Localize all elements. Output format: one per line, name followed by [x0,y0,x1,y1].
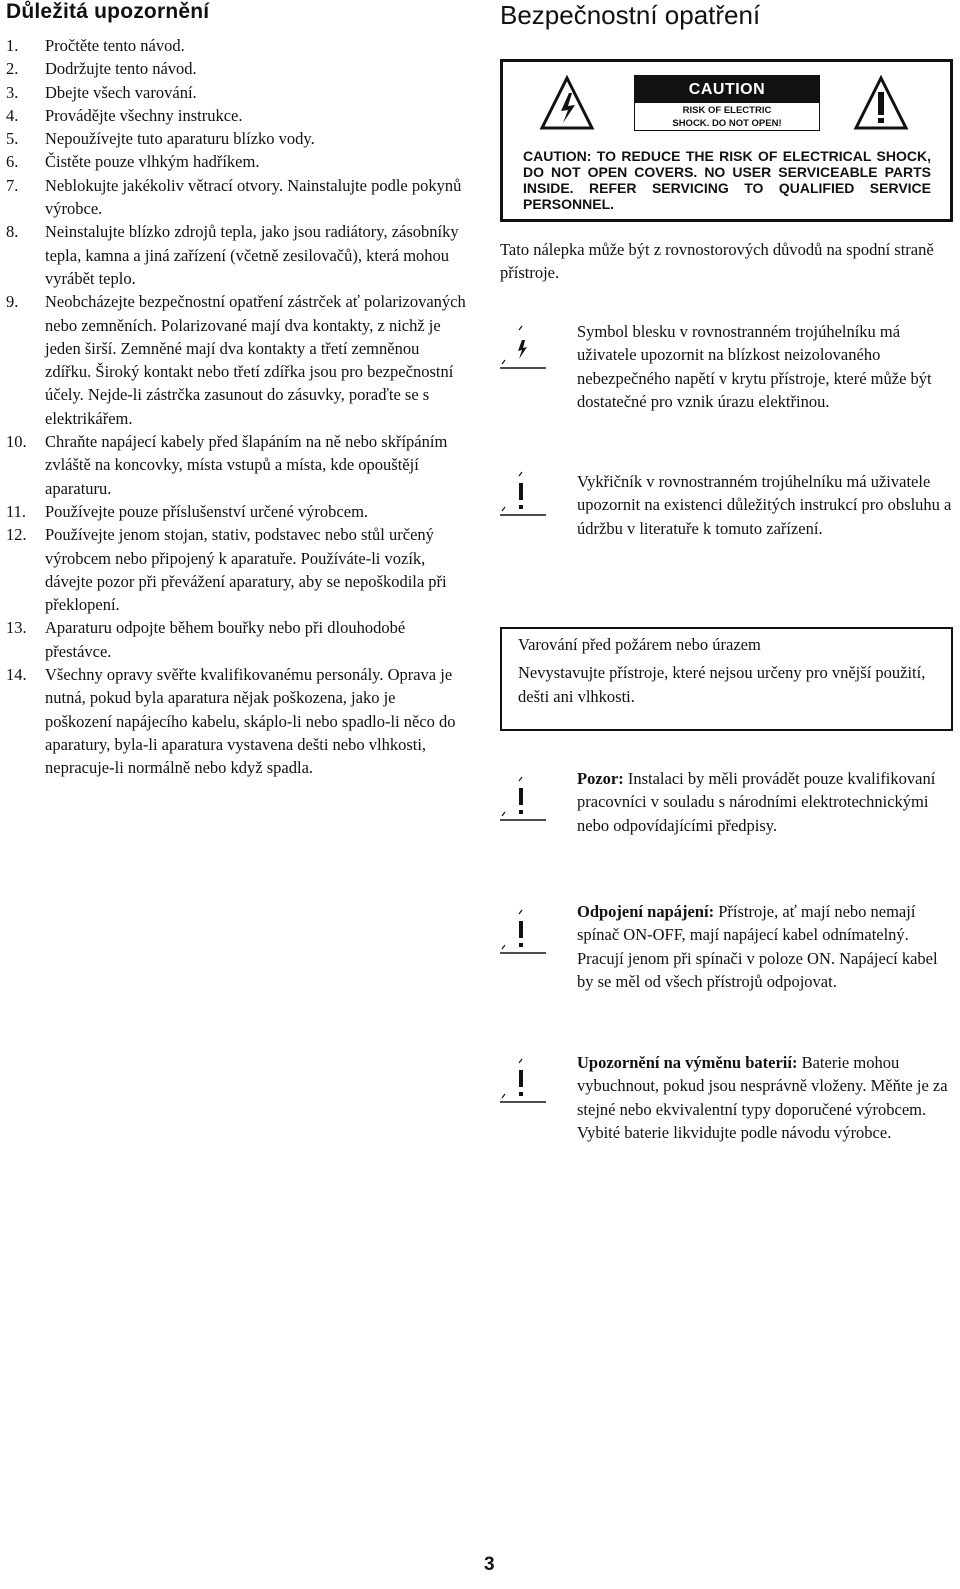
list-item: 1. Pročtěte tento návod. [6,36,185,55]
fire-warning-box [500,627,953,731]
list-item: 3. Dbejte všech varování. [6,82,197,102]
sticker-note: Tato nálepka může být z rovnostorových důvodů na spodní straně přístroje. [500,240,934,283]
exclamation-triangle-icon [500,1057,548,1105]
list-item: 5. Nepoužívejte tuto aparaturu blízko vody. [6,129,315,149]
lightning-triangle-icon [539,75,595,131]
list-item: 2. Dodržujte tento návod. [6,59,197,79]
exclamation-triangle-icon [500,775,548,823]
list-item: 6. Čistěte pouze vlhkým hadříkem. [6,152,260,172]
important-list [6,34,466,780]
exclamation-triangle-icon [500,908,548,956]
fire-warning-title: Varování před požárem nebo úrazem [518,635,761,654]
list-item: 14. Všechny opravy svěřte kvalifikovanému personály. Oprava je nutná, pokud byla aparatura nějak poškozena, jako je poškození napájecího kabelu, skáplo-li nebo spadlo-li něco do aparatury, byla-li aparatura vystavena dešti nebo vlhkosti, nepracuje-li normálně nebo když spadla. [6,665,456,778]
left-heading: Důležitá upozornění [6,0,210,23]
exclamation-triangle-icon [500,470,548,518]
list-item: 10. Chraňte napájecí kabely před šlapáním na ně nebo skřípáním zvláště na koncovky, místa vstupů a místa, kde opouštějí aparaturu. [6,432,448,498]
fire-warning-text: Nevystavujte přístroje, které nejsou určeny pro vnější použití, dešti ani vlhkosti. [518,663,926,706]
list-item: 11. Používejte pouze příslušenství určené výrobcem. [6,501,369,521]
caution-sticker [500,59,953,222]
list-item: 8. Neinstalujte blízko zdrojů tepla, jako jsou radiátory, zásobníky tepla, kamna a jiná zařízení (včetně zesilovačů), která mohou vyrábět teplo. [6,222,459,288]
page-number: 3 [484,1554,495,1575]
list-item: 12. Používejte jenom stojan, stativ, podstavec nebo stůl určený výrobcem nebo připojený k aparatuře. Používáte-li vozík, dávejte pozor při převážení aparatury, aby se nepoškodila při překlopení. [6,525,447,615]
right-heading: Bezpečnostní opatření [500,0,761,30]
caution-text: CAUTION: TO REDUCE THE RISK OF ELECTRICAL SHOCK, DO NOT OPEN COVERS. NO USER SERVICEABLE PARTS INSIDE. REFER SERVICING TO QUALIFIED SERVICE PERSONNEL. [523,148,931,212]
list-item: 9. Neobcházejte bezpečnostní opatření zástrček ať polarizovaných nebo zemněních. Polarizované mají dva kontakty, z nichž je jeden širší. Zemněné mají dva kontakty a třetí zemněnou zdířku. Široký kontakt nebo třetí zdířka jsou pro bezpečnostní účely. Nejde-li zástrčka zasunout do zásuvky, poraďte se s elektrikářem. [6,292,466,428]
list-item: 7. Neblokujte jakékoliv větrací otvory. Nainstalujte podle pokynů výrobce. [6,175,462,219]
list-item: 4. Provádějte všechny instrukce. [6,105,243,125]
lightning-triangle-icon [500,324,548,372]
exclamation-triangle-icon [853,75,909,131]
list-item: 13. Aparaturu odpojte během bouřky nebo při dlouhodobé přestávce. [6,618,406,661]
caution-label: CAUTION RISK OF ELECTRIC SHOCK. DO NOT OPEN! [634,75,820,131]
